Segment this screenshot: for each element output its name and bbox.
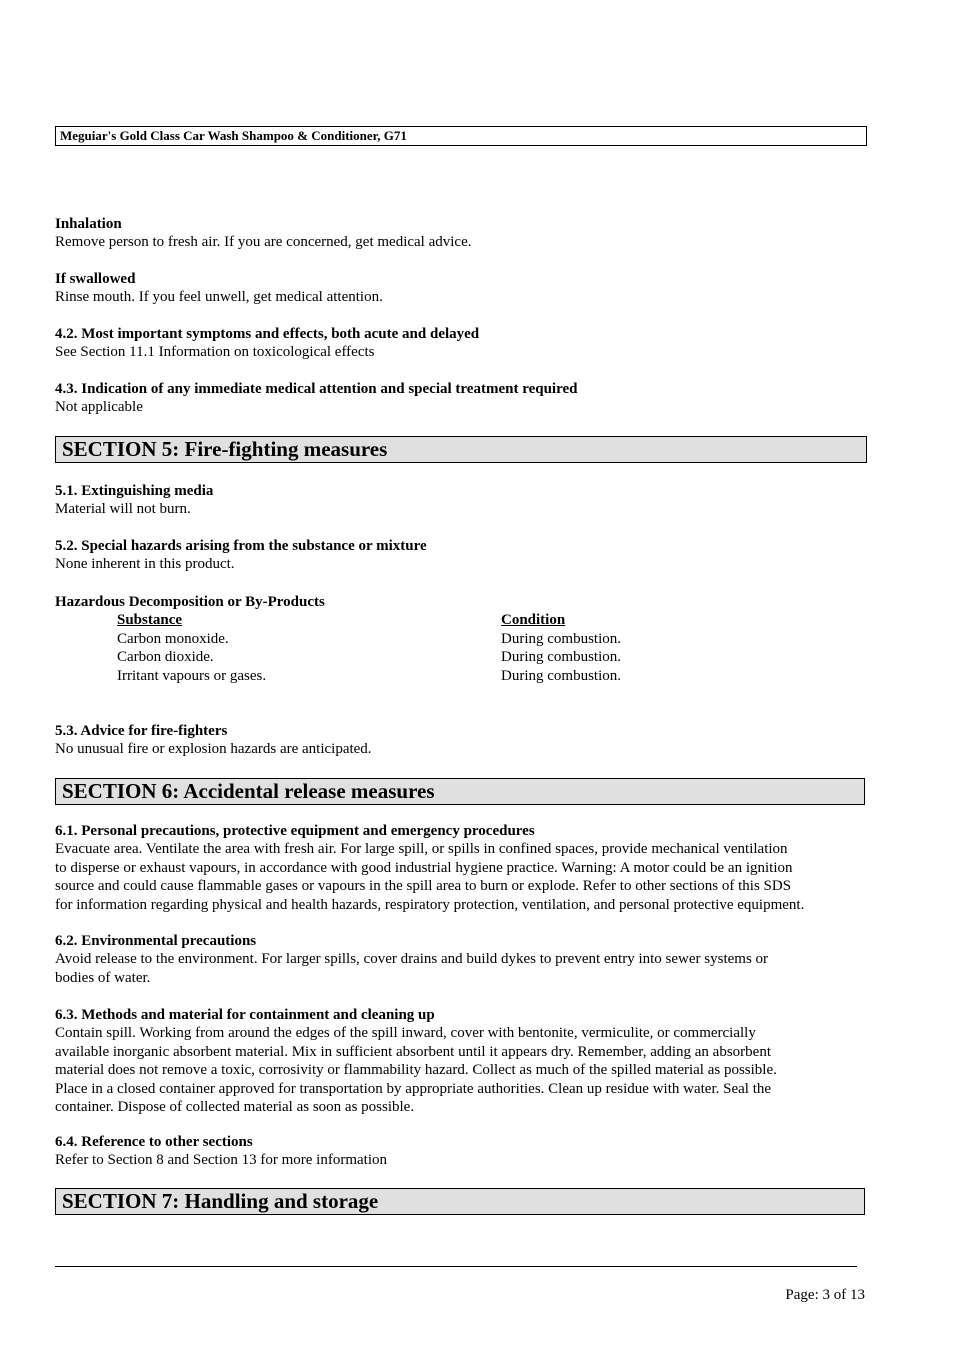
medical-attention-heading: 4.3. Indication of any immediate medical attention and special treatment required xyxy=(55,381,578,397)
product-name-header: Meguiar's Gold Class Car Wash Shampoo & Conditioner, G71 xyxy=(55,126,867,146)
environmental-precautions-line: bodies of water. xyxy=(55,969,151,986)
environmental-precautions-line: Avoid release to the environment. For larger spills, cover drains and build dykes to prevent entry into sewer systems or xyxy=(55,951,769,968)
extinguishing-media-heading: 5.1. Extinguishing media xyxy=(55,483,214,499)
section-5-title: SECTION 5: Fire-fighting measures xyxy=(55,436,867,463)
substance-column-header: Substance xyxy=(117,612,183,628)
other-sections-heading: 6.4. Reference to other sections xyxy=(55,1134,253,1150)
page-number: Page: 3 of 13 xyxy=(785,1287,865,1303)
personal-precautions-heading: 6.1. Personal precautions, protective equipment and emergency procedures xyxy=(55,823,535,839)
extinguishing-media-block xyxy=(55,482,860,519)
fire-fighters-advice-block xyxy=(55,722,860,759)
condition-cell: During combustion. xyxy=(501,649,621,665)
condition-column xyxy=(501,611,621,685)
personal-precautions-line: to disperse or exhaust vapours, in accordance with good industrial hygiene practice. Warning: A motor could be an ignition xyxy=(55,859,793,876)
symptoms-block xyxy=(55,325,860,362)
swallowed-heading: If swallowed xyxy=(55,271,136,287)
special-hazards-text: None inherent in this product. xyxy=(55,556,235,573)
section-6-title: SECTION 6: Accidental release measures xyxy=(55,778,865,805)
environmental-precautions-heading: 6.2. Environmental precautions xyxy=(55,933,257,949)
symptoms-heading: 4.2. Most important symptoms and effects, both acute and delayed xyxy=(55,326,480,342)
swallowed-text: Rinse mouth. If you feel unwell, get medical attention. xyxy=(55,289,383,306)
extinguishing-media-text: Material will not burn. xyxy=(55,501,191,518)
substance-cell: Carbon dioxide. xyxy=(117,649,214,665)
personal-precautions-line: source and could cause flammable gases or vapours in the spill area to burn or explode. Refer to other sections of this SDS xyxy=(55,878,792,895)
condition-cell: During combustion. xyxy=(501,630,621,647)
medical-attention-text: Not applicable xyxy=(55,399,143,416)
decomposition-heading: Hazardous Decomposition or By-Products xyxy=(55,594,325,610)
section-7-title: SECTION 7: Handling and storage xyxy=(55,1188,865,1215)
personal-precautions-block xyxy=(55,822,860,914)
inhalation-heading: Inhalation xyxy=(55,216,122,232)
substance-cell: Irritant vapours or gases. xyxy=(117,667,267,684)
substance-column xyxy=(117,611,266,685)
containment-line: available inorganic absorbent material. Mix in sufficient absorbent until it appears dry. Remember, adding an absorbent xyxy=(55,1043,771,1060)
symptoms-text: See Section 11.1 Information on toxicological effects xyxy=(55,344,375,361)
condition-column-header: Condition xyxy=(501,612,566,628)
special-hazards-block xyxy=(55,537,860,574)
other-sections-text: Refer to Section 8 and Section 13 for more information xyxy=(55,1152,387,1169)
inhalation-text: Remove person to fresh air. If you are concerned, get medical advice. xyxy=(55,234,472,251)
personal-precautions-line: for information regarding physical and health hazards, respiratory protection, ventilation, and personal protective equipment. xyxy=(55,896,805,913)
other-sections-block xyxy=(55,1133,860,1170)
footer-divider xyxy=(55,1266,857,1267)
containment-block xyxy=(55,1006,860,1116)
inhalation-block xyxy=(55,215,860,252)
fire-fighters-advice-text: No unusual fire or explosion hazards are anticipated. xyxy=(55,741,372,758)
containment-heading: 6.3. Methods and material for containment and cleaning up xyxy=(55,1007,435,1023)
fire-fighters-advice-heading: 5.3. Advice for fire-fighters xyxy=(55,723,228,739)
containment-line: Place in a closed container approved for transportation by appropriate authorities. Clean up residue with water. Seal the xyxy=(55,1080,772,1097)
special-hazards-heading: 5.2. Special hazards arising from the substance or mixture xyxy=(55,538,427,554)
decomposition-block xyxy=(55,593,860,611)
swallowed-block xyxy=(55,270,860,307)
condition-cell: During combustion. xyxy=(501,667,621,684)
substance-cell: Carbon monoxide. xyxy=(117,630,229,647)
medical-attention-block xyxy=(55,380,860,417)
containment-line: container. Dispose of collected material as soon as possible. xyxy=(55,1099,415,1116)
environmental-precautions-block xyxy=(55,932,860,987)
personal-precautions-line: Evacuate area. Ventilate the area with fresh air. For large spill, or spills in confined spaces, provide mechanical ventilation xyxy=(55,841,788,858)
containment-line: material does not remove a toxic, corrosivity or flammability hazard. Collect as much of the spilled material as possible. xyxy=(55,1062,777,1079)
containment-line: Contain spill. Working from around the edges of the spill inward, cover with bentonite, vermiculite, or commercially xyxy=(55,1025,756,1042)
